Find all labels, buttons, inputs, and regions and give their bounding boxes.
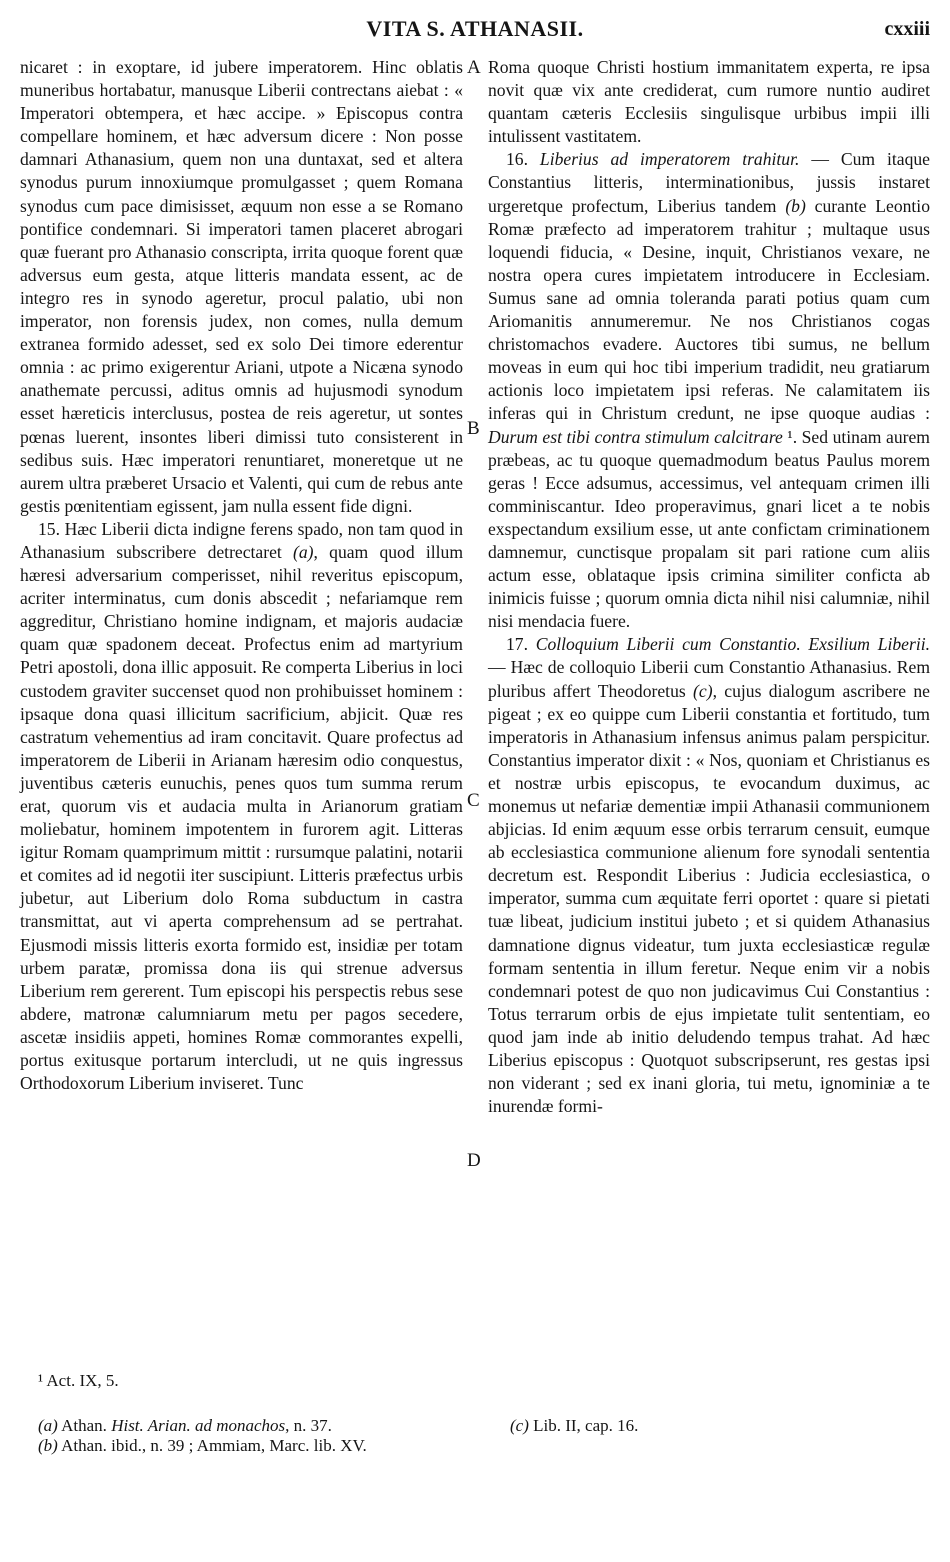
footnote-c-mark: (c) [510,1416,529,1435]
footnote-ref-1: ¹ [782,426,793,447]
margin-marker-d: D [467,1150,481,1171]
note-ref-b: (b) [785,195,806,216]
right-column [488,56,930,1118]
footnote-b-text: Athan. ibid., n. 39 ; Ammiam, Marc. lib. XV. [57,1436,367,1455]
section-16-title: Liberius ad imperatorem trahitur. [539,149,800,170]
running-title: VITA S. ATHANASII. [366,16,584,41]
right-paragraph-2 [488,148,930,633]
section-16-number: 16. [506,149,540,170]
footnote-a-text: Athan. [57,1416,112,1435]
left-paragraph-2 [20,518,463,1095]
note-ref-a: (a) [293,541,314,562]
footnote-a [38,1416,367,1436]
section-16-text-b: curante Leontio Romæ præfecto ad imperatorem trahitur ; multaque usus loquendi fiducia, « Desine, inquit, Christianos vexare, ne nostra opera cures impietatem introducere in Ecclesiam. Sumus sane ad omnia toleranda parati potius quam cum Ariomanitis annumeremur. Ne nos Christianos cogas christomachos evadere. Auctores tibi sumus, ne bellum moveas in eum qui hoc tibi imperium tradidit, neu gratiarum actionis loco impietatem ipsi referas. Ne calamitatem iis inferas qui in Christum credunt, ne ipse quoque audias : [488,195,930,424]
note-ref-c: (c) [693,680,713,701]
footnote-a-rest: , n. 37. [285,1416,332,1435]
footnote-c [510,1416,638,1436]
footnote-c-text: Lib. II, cap. 16. [528,1416,639,1435]
left-paragraph-2-start: 15. Hæc Liberii dicta indigne ferens spado, non tam quod in Athanasium subscribere detrectaret [20,518,463,562]
left-paragraph-2-rest: , quam quod illum hæresi adversarium comperisset, nihil reveritus episcopum, acriter interminatus, cum donis abscedit ; nefariamque rem aggreditur, Christiano homine indignam, et majoris audaciæ quam quæ spadonem deceat. Profectus enim ad martyrium Petri apostoli, dona illic apposuit. Re comperta Liberius in loci custodem graviter succenset quod non prohibuisset hominem : ipsaque dona quasi illicitum sacrificium, abjicit. Quæ res castratum vehementius ad iram concitavit. Quare profectus ad imperatorem de Liberii in Arianam hæresim odio conquestus, juventibus cæteris eunuchis, penes quos tum summa rerum erat, quorum vis et audacia multa in Arianorum gratiam moliebatur, hominem impotentem in furorem agit. Litteras igitur Romam quamprimum mittit : rursumque palatini, notarii et comites ad id negotii iter suscipiunt. Litteris præfectus urbis jubetur, aut Liberium dolo Roma subductum in castra transmittat, aut vi aperta comprehensum ad se pertrahat. Ejusmodi missis litteris exorta formido est, insidiæ per totam urbem paratæ, promissa dona iis qui strenue adversus Liberium rem gererent. Tum episcopi his perspectis rebus sese abdere, matronæ calumniarum metu per pagos secedere, ascetæ insidiis appeti, homines Romæ commorantes expelli, portus exitusque portarum intercludi, ut ne quis ingressus Orthodoxorum Liberium inviseret. Tunc [20,541,463,1094]
right-paragraph-1: Roma quoque Christi hostium immanitatem experta, re ipsa novit quæ vix ante crediderat, cum rumore nuntio audiret quantam cæteris Ecclesiis singulisque urbibus impii illi intulissent vastitatem. [488,57,930,147]
footnote-b [38,1436,367,1456]
footnote-1: ¹ Act. IX, 5. [38,1371,119,1390]
footnotes-left [38,1416,367,1456]
section-17-number: 17. [506,634,536,655]
footnote-a-title: Hist. Arian. ad monachos [111,1416,286,1435]
right-paragraph-3 [488,633,930,1118]
margin-marker-b: B [467,418,480,439]
footnote-b-mark: (b) [38,1436,58,1455]
section-16-text-a: — Cum itaque Constantius litteris, interminationibus, jussis instaret urgeretque profectum, Liberius tandem [488,149,930,216]
footnote-a-mark: (a) [38,1416,58,1435]
section-17-title: Colloquium Liberii cum Constantio. Exsilium Liberii. [535,634,931,655]
margin-marker-a: A [467,57,481,78]
left-column [20,56,463,1095]
margin-marker-c: C [467,790,480,811]
section-17-text-a: — Hæc de colloquio Liberii cum Constantio Athanasius. Rem pluribus affert Theodoretus [488,657,930,701]
section-17-text-b: , cujus dialogum ascribere ne pigeat ; ex eo quippe cum Liberii constantia et fortitudo, tum imperatoris in Athanasium infensus animus palam perspicitur. Constantius imperator dixit : « Nos, quoniam et Christianus es et nostræ urbis episcopus, te evocandum duximus, ac monemus ut nefariæ dementiæ impii Athanasii communionem abjicias. Id enim æquum esse orbis terrarum censuit, eumque ab ecclesiastica communione alienum fore synodali sententia decretum est. Respondit Liberius : Judicia ecclesiastica, o imperator, summa cum æquitate ferri oportet : quare si pietati tuæ libeat, judicium institui jubeto ; et si quidem Athanasius damnatione dignus videatur, tum juxta ecclesiasticæ regulæ formam sententia in illum feretur. Neque enim vir a nobis condemnari potest de quo non judicavimus Cui Constantius : Totus terrarum orbis de ejus impietate tulit sententiam, eo quod jam inde ab initio deludendo tempus trahat. Ad hæc Liberius episcopus : Quotquot subscripserunt, res gestas ipsi non viderant ; sed ex inani gloria, tui metu, ignominiæ a te inurendæ formi- [488,680,930,1117]
left-paragraph-1: nicaret : in exoptare, id jubere imperatorem. Hinc oblatis muneribus hortabatur, manusque Liberii contrectans aiebat : « Imperatori obtempera, et hæc accipe. » Episcopus contra compellare hominem, et hæc adversum dicere : Non posse damnari Athanasium, quem non una duntaxat, sed et altera synodus purum innoxiumque promulgasset ; quem Romana synodus cum pace dimisisset, æquum non esse a se Romano pontifice condemnari. Si imperatori tamen placeret abrogari quæ fuerant pro Athanasio conscripta, irrita quoque forent quæ adversus eum gesta, atque litteris mandata essent, ac de integro res in synodo ageretur, procul palatio, ubi non imperator, non forensis judex, non comes, nulla demum extranea formido adesset, sed ex solo Dei timore ederentur omnia : ac primo exigerentur Ariani, utpote a Nicæna synodo anathemate percussi, aditus omnis ad hujusmodi synodum esset hæreticis interclusus, postea de reis ageretur, ut sontes pœnas luerent, insontes liberi dimissi tuto consisterent in sedibus suis. Hæc imperatori renuntiaret, moneretque ut ne aurem ultra præberet Ursacio et Valenti, qui cum de rebus ante gestis pœnitentiam egissent, jam nulla essent fide digni. [20,57,463,516]
scripture-quote: Durum est tibi contra stimulum calcitrare [488,426,783,447]
section-16-text-c: . Sed utinam aurem præbeas, ac tu quoque quemadmodum beatus Paulus morem geras ! Ecce adsumus, accessimus, vel antequam crimen illi comminiscantur. Ideo properavimus, gnari licet a te nobis exspectandum exsilium esse, ut ante confictam criminationem damnemur, cunctisque propalam sit pari ratione cum aliis actum esse, oblataque ipsis crimina similiter conficta ab inimicis fuisse ; quorum omnia dicta nihil nisi calumniæ, nihil nisi mendacia fuere. [488,426,930,632]
page-number: cxxiii [884,18,930,40]
